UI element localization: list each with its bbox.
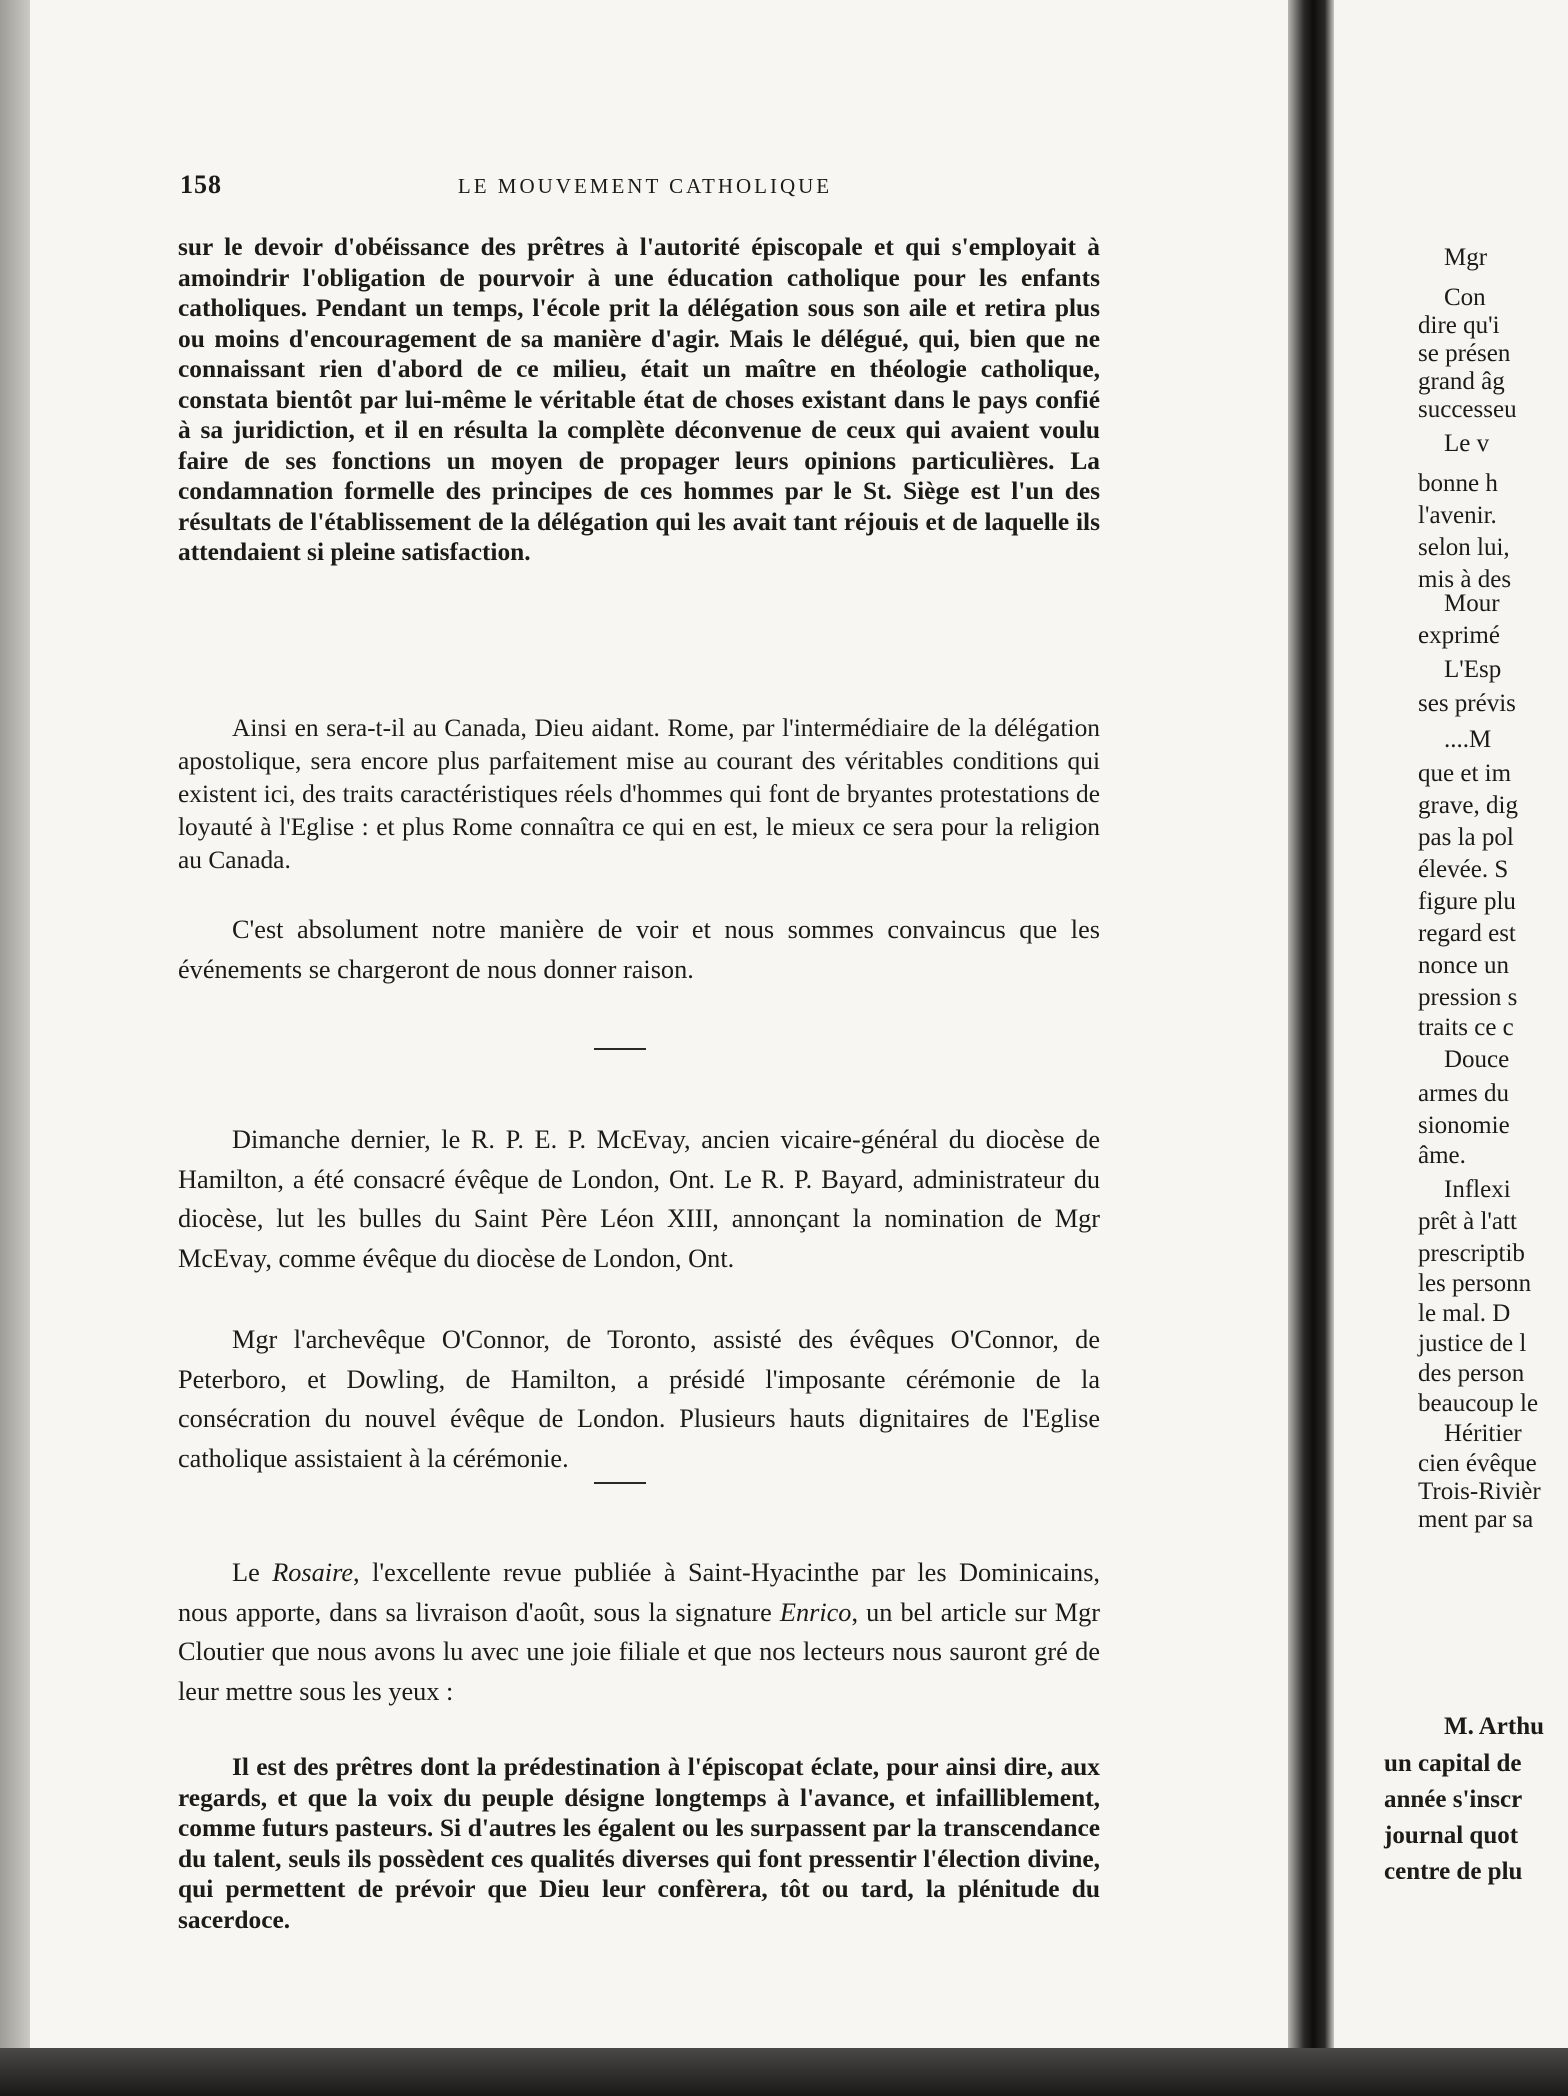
book-gutter [1288,0,1334,2096]
right-line: dire qu'i [1418,312,1500,339]
right-line: prescriptib [1418,1240,1525,1267]
right-line: des person [1418,1360,1525,1387]
right-line: Trois-Rivièr [1418,1478,1541,1505]
right-line: exprimé [1418,622,1500,649]
right-line: ment par sa [1418,1506,1534,1533]
right-line: Mgr [1444,244,1488,271]
section-rule-2 [594,1482,646,1484]
right-line: que et im [1418,760,1512,787]
right-bottom-line: journal quot [1384,1822,1519,1849]
right-line: les personn [1418,1270,1532,1297]
running-head: LE MOUVEMENT CATHOLIQUE [457,174,833,198]
right-line: Héritier [1444,1420,1522,1447]
paragraph-5-text: Mgr l'archevêque O'Connor, de Toronto, assisté des évêques O'Connor, de Peterboro, et Dowling, de Hamilton, a présidé l'imposante cérémonie de la consécration du nouvel évêque de London. Plusieurs hauts dignitaires de l'Eglise catholique assistaient à la cérémonie. [178,1325,1100,1473]
paragraph-3-text: C'est absolument notre manière de voir et nous sommes convaincus que les événements se chargeront de nous donner raison. [178,915,1100,984]
right-line: selon lui, [1418,534,1510,561]
right-line: pression s [1418,984,1518,1011]
right-line: grave, dig [1418,792,1518,819]
paragraph-3 [178,910,1100,989]
paragraph-5 [178,1320,1100,1478]
right-line: grand âg [1418,368,1505,395]
right-line: cien évêque [1418,1450,1537,1477]
right-line: ....M [1444,726,1492,753]
right-line: pas la pol [1418,824,1514,851]
right-line: se présen [1418,340,1511,367]
page-number: 158 [180,170,222,199]
right-line: Le v [1444,430,1490,457]
paragraph-1-text: sur le devoir d'obéissance des prêtres à l'autorité épiscopale et qui s'employait à amoindrir l'obligation de pourvoir à une éducation catholique pour les enfants catholiques. Pendant un temps, l'école prit la délégation sous son aile et retira plus ou moins d'encouragement de sa manière d'agir. Mais le délégué, qui, bien que ne connaissant rien d'abord de ce milieu, était un maître en théologie catholique, constata bientôt par lui-même le véritable état de choses existant dans le pays confié à sa juridiction, et il en résulta la complète déconvenue de ceux qui avaient voulu faire de ses fonctions un moyen de propager leurs opinions particulières. La condamnation formelle des principes de ces hommes par le St. Siège est l'un des résultats de l'établissement de la délégation qui les avait tant réjouis et de laquelle ils attendaient si pleine satisfaction. [178,233,1100,566]
paragraph-6-text [178,1553,1100,1711]
right-bottom-line: année s'inscr [1384,1786,1523,1813]
right-line: regard est [1418,920,1516,947]
right-page [1334,0,1568,2096]
right-line: Con [1444,284,1486,311]
paragraph-4-text: Dimanche dernier, le R. P. E. P. McEvay, ancien vicaire-général du diocèse de Hamilton, a été consacré évêque de London, Ont. Le R. P. Bayard, administrateur du diocèse, lut les bulles du Saint Père Léon XIII, annonçant la nomination de Mgr McEvay, comme évêque du diocèse de London, Ont. [178,1125,1100,1273]
rosaire-title: Rosaire [272,1558,354,1587]
right-line: mis à des [1418,566,1512,593]
section-rule-1 [594,1048,646,1050]
right-bottom-line: centre de plu [1384,1858,1523,1885]
right-line: L'Esp [1444,656,1502,683]
paragraph-6-mid: , l'excellente revue publiée à Saint-Hyacinthe par les Dominicains, nous apporte, dans sa livraison d'août, sous la signature [178,1558,1101,1627]
paragraph-6-end: , un bel article sur Mgr Cloutier que nous avons lu avec une joie filiale et que nos lecteurs nous sauront gré de leur mettre sous les yeux : [178,1597,1100,1706]
right-line: beaucoup le [1418,1390,1539,1417]
right-line: nonce un [1418,952,1509,979]
right-line: Inflexi [1444,1176,1511,1203]
paragraph-7-text: Il est des prêtres dont la prédestination à l'épiscopat éclate, pour ainsi dire, aux regards, et que la voix du peuple désigne longtemps à l'avance, et infailliblement, comme futurs pasteurs. Si d'autres les égalent ou les surpassent par la transcendance du talent, seuls ils possèdent ces qualités diverses qui font pressentir l'élection divine, qui permettent de prévoir que Dieu leur confèrera, tôt ou tard, la plénitude du sacerdoce. [178,1753,1100,1934]
right-line: élevée. S [1418,856,1509,883]
right-line: traits ce c [1418,1014,1514,1041]
paragraph-6 [178,1553,1100,1711]
right-line: Douce [1444,1046,1510,1073]
right-line: l'avenir. [1418,502,1497,529]
paragraph-6-start: Le [232,1558,273,1587]
scan-bottom-edge [0,2048,1568,2096]
right-line: figure plu [1418,888,1516,915]
paragraph-1 [178,232,1100,568]
right-bottom-line: M. Arthu [1444,1713,1544,1740]
paragraph-2 [178,712,1100,877]
enrico-signature: Enrico [779,1597,852,1627]
right-line: sionomie [1418,1112,1510,1139]
right-line: justice de l [1418,1330,1527,1357]
right-line: âme. [1418,1142,1466,1169]
right-line: bonne h [1418,470,1498,497]
right-line: armes du [1418,1080,1509,1107]
right-line: ses prévis [1418,690,1516,717]
right-line: le mal. D [1418,1300,1511,1327]
right-bottom-line: un capital de [1384,1750,1522,1777]
right-line: successeu [1418,396,1517,423]
paragraph-2-text: Ainsi en sera-t-il au Canada, Dieu aidant. Rome, par l'intermédiaire de la délégation apostolique, sera encore plus parfaitement mise au courant des véritables conditions qui existent ici, des traits caractéristiques réels d'hommes qui font de bryantes protestations de loyauté à l'Eglise : et plus Rome connaîtra ce qui en est, le mieux ce sera pour la religion au Canada. [178,714,1100,874]
page-header [180,170,1110,210]
paragraph-7 [178,1752,1100,1935]
right-line: prêt à l'att [1418,1208,1517,1235]
right-line: Mour [1444,590,1500,617]
paragraph-4 [178,1120,1100,1278]
